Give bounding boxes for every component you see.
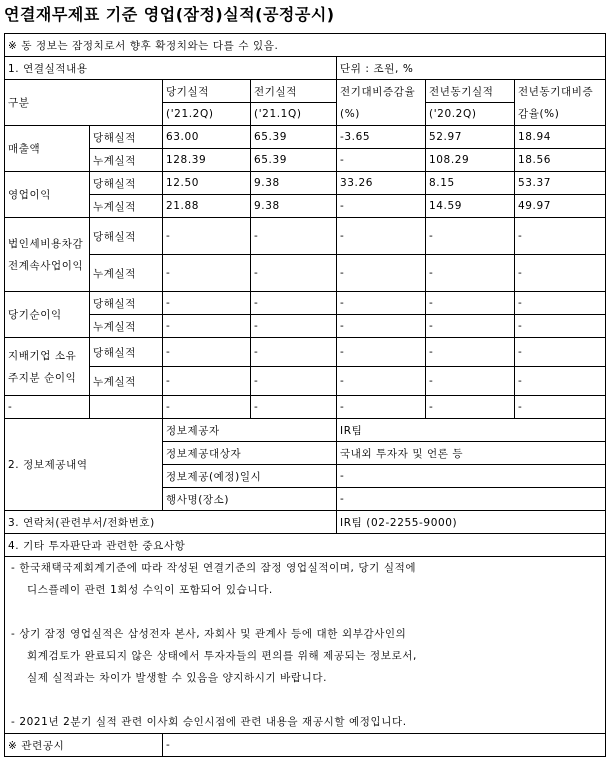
yoy-period: ('20.2Q) <box>426 103 515 126</box>
cell-current: - <box>163 255 251 292</box>
cell-prev: - <box>251 338 337 367</box>
group-name: 영업이익 <box>5 172 90 218</box>
cell-prev: 9.38 <box>251 195 337 218</box>
row-type: 누계실적 <box>90 367 163 396</box>
table-row <box>5 195 606 218</box>
cell-prev: - <box>251 218 337 255</box>
cell-prev: 65.39 <box>251 149 337 172</box>
cell-qoq: 33.26 <box>337 172 426 195</box>
table-row <box>5 292 606 315</box>
section1-header-row <box>5 57 606 80</box>
info-value: - <box>337 465 606 488</box>
prev-header: 전기실적 <box>251 80 337 103</box>
cell-yoy: - <box>426 255 515 292</box>
cell-yoy-rate: - <box>515 218 606 255</box>
cell-current: - <box>163 292 251 315</box>
notice-text: ※ 동 정보는 잠정치로서 향후 확정치와는 다를 수 있음. <box>5 34 606 57</box>
contact-value: IR팀 (02-2255-9000) <box>337 511 606 534</box>
cell-yoy-rate: 53.37 <box>515 172 606 195</box>
cell-prev: - <box>251 292 337 315</box>
cell-qoq: - <box>337 292 426 315</box>
cell-yoy: - <box>426 367 515 396</box>
row-type: 당해실적 <box>90 126 163 149</box>
table-row <box>5 149 606 172</box>
info-key: 행사명(장소) <box>163 488 337 511</box>
note-line: - 한국채택국제회계기준에 따라 작성된 연결기준의 잠정 영업실적이며, 당기 실적에 <box>11 562 417 574</box>
cell-yoy-rate: 18.56 <box>515 149 606 172</box>
row-type: 누계실적 <box>90 315 163 338</box>
cell-qoq: - <box>337 218 426 255</box>
info-key: 정보제공(예정)일시 <box>163 465 337 488</box>
related-value: - <box>163 734 606 757</box>
contact-row <box>5 511 606 534</box>
row-type: 당해실적 <box>90 338 163 367</box>
section4-label: 4. 기타 투자판단과 관련한 중요사항 <box>5 534 606 557</box>
info-value: IR팀 <box>337 419 606 442</box>
extra-cell <box>90 396 163 419</box>
cell-yoy: - <box>426 292 515 315</box>
info-key: 정보제공자 <box>163 419 337 442</box>
cell-prev: - <box>251 255 337 292</box>
group-name: 법인세비용차감전계속사업이익 <box>5 218 90 292</box>
cell-current: 21.88 <box>163 195 251 218</box>
category-header: 구분 <box>5 80 163 126</box>
table-row <box>5 338 606 367</box>
cell-yoy: 108.29 <box>426 149 515 172</box>
cell-yoy-rate: - <box>515 367 606 396</box>
table-row <box>5 315 606 338</box>
info-key: 정보제공대상자 <box>163 442 337 465</box>
cell-qoq: - <box>337 367 426 396</box>
group-name: 지배기업 소유주지분 순이익 <box>5 338 90 396</box>
cell-current: - <box>163 218 251 255</box>
cell-yoy-rate: 49.97 <box>515 195 606 218</box>
extra-cell: - <box>5 396 90 419</box>
note-line: - 상기 잠정 영업실적은 삼성전자 본사, 자회사 및 관계사 등에 대한 외부감사인의 <box>11 628 407 640</box>
note-line: 디스플레이 관련 1회성 수익이 포함되어 있습니다. <box>27 584 273 596</box>
cell-yoy: - <box>426 338 515 367</box>
yoy-rate-header: 전년동기대비증감율(%) <box>515 80 606 126</box>
cell-qoq: - <box>337 195 426 218</box>
cell-qoq: - <box>337 315 426 338</box>
note-line: 회계검토가 완료되지 않은 상태에서 투자자들의 편의를 위해 제공되는 정보로서, <box>27 650 417 662</box>
group-name: 당기순이익 <box>5 292 90 338</box>
cell-yoy: 8.15 <box>426 172 515 195</box>
cell-current: 12.50 <box>163 172 251 195</box>
cell-qoq: - <box>337 255 426 292</box>
table-row <box>5 218 606 255</box>
cell-prev: 9.38 <box>251 172 337 195</box>
section4-header-row <box>5 534 606 557</box>
cell-prev: - <box>251 367 337 396</box>
unit-label: 단위 : 조원, % <box>337 57 606 80</box>
current-header: 당기실적 <box>163 80 251 103</box>
cell-yoy-rate: - <box>515 338 606 367</box>
section4-body <box>5 557 606 734</box>
disclosure-table <box>4 33 606 757</box>
note-line: - 2021년 2분기 실적 관련 이사회 승인시점에 관련 내용을 재공시할 예정입니다. <box>11 716 407 728</box>
table-row <box>5 255 606 292</box>
row-type: 누계실적 <box>90 255 163 292</box>
section4-body-row <box>5 557 606 734</box>
cell-yoy-rate: 18.94 <box>515 126 606 149</box>
related-row <box>5 734 606 757</box>
extra-cell: - <box>251 396 337 419</box>
prev-period: ('21.1Q) <box>251 103 337 126</box>
cell-prev: 65.39 <box>251 126 337 149</box>
row-type: 당해실적 <box>90 292 163 315</box>
cell-yoy-rate: - <box>515 255 606 292</box>
section2-label: 2. 정보제공내역 <box>5 419 163 511</box>
cell-qoq: - <box>337 338 426 367</box>
cell-qoq: - <box>337 149 426 172</box>
cell-prev: - <box>251 315 337 338</box>
extra-cell: - <box>426 396 515 419</box>
table-row <box>5 172 606 195</box>
page-title: 연결재무제표 기준 영업(잠정)실적(공정공시) <box>4 5 335 24</box>
group-name: 매출액 <box>5 126 90 172</box>
info-value: 국내외 투자자 및 언론 등 <box>337 442 606 465</box>
cell-yoy: 14.59 <box>426 195 515 218</box>
table-row <box>5 396 606 419</box>
row-type: 당해실적 <box>90 172 163 195</box>
extra-cell: - <box>337 396 426 419</box>
note-spacer <box>11 689 602 711</box>
cell-yoy-rate: - <box>515 292 606 315</box>
cell-yoy: - <box>426 218 515 255</box>
extra-cell: - <box>163 396 251 419</box>
row-type: 누계실적 <box>90 195 163 218</box>
row-type: 누계실적 <box>90 149 163 172</box>
info-row <box>5 419 606 442</box>
info-value: - <box>337 488 606 511</box>
table-row <box>5 126 606 149</box>
cell-yoy-rate: - <box>515 315 606 338</box>
extra-cell: - <box>515 396 606 419</box>
cell-current: - <box>163 338 251 367</box>
cell-yoy: 52.97 <box>426 126 515 149</box>
cell-yoy: - <box>426 315 515 338</box>
section1-label: 1. 연결실적내용 <box>5 57 337 80</box>
table-row <box>5 367 606 396</box>
column-header-row-1 <box>5 80 606 103</box>
cell-current: - <box>163 315 251 338</box>
section3-label: 3. 연락처(관련부서/전화번호) <box>5 511 337 534</box>
row-type: 당해실적 <box>90 218 163 255</box>
yoy-header: 전년동기실적 <box>426 80 515 103</box>
cell-current: 128.39 <box>163 149 251 172</box>
cell-qoq: -3.65 <box>337 126 426 149</box>
note-line: 실제 실적과는 차이가 발생할 수 있음을 양지하시기 바랍니다. <box>27 672 328 684</box>
note-spacer <box>11 601 602 623</box>
related-label: ※ 관련공시 <box>5 734 163 757</box>
cell-current: 63.00 <box>163 126 251 149</box>
cell-current: - <box>163 367 251 396</box>
current-period: ('21.2Q) <box>163 103 251 126</box>
notice-row <box>5 34 606 57</box>
qoq-header: 전기대비증감율(%) <box>337 80 426 126</box>
